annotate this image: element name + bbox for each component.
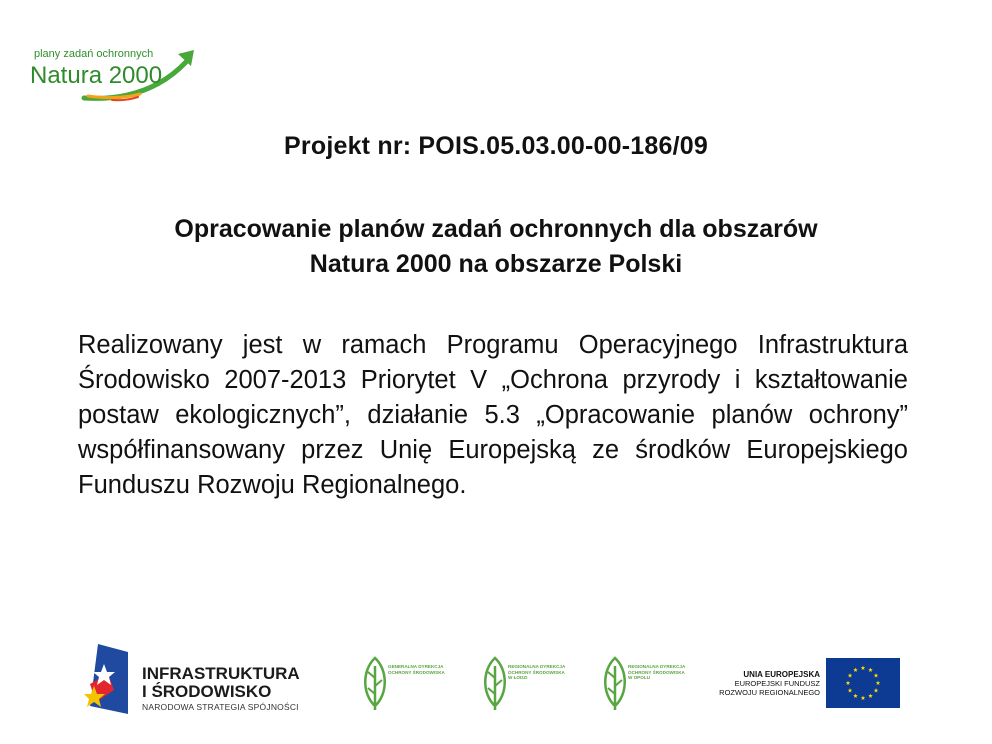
- eu-label-line-3: ROZWOJU REGIONALNEGO: [719, 688, 820, 697]
- gdos-logo: [360, 656, 450, 714]
- natura-logo-tagline: plany zadań ochronnych: [34, 48, 154, 60]
- eu-label-line-1: UNIA EUROPEJSKA: [743, 670, 820, 679]
- project-title-line-2: Natura 2000 na obszarze Polski: [309, 250, 683, 278]
- rdos-lodz-logo: [480, 656, 570, 714]
- project-title: [90, 212, 902, 282]
- rdos-opole-label: REGIONALNA DYREKCJA OCHRONY ŚRODOWISKA W OPOLU: [628, 664, 686, 681]
- natura-logo-wordmark: Natura 2000: [30, 62, 163, 89]
- green-leaf-icon: [360, 656, 390, 712]
- project-title-line-1: Opracowanie planów zadań ochronnych dla obszarów: [174, 215, 818, 243]
- project-number: Projekt nr: POIS.05.03.00-00-186/09: [284, 132, 708, 160]
- rdos-opole-logo: [600, 656, 690, 714]
- eu-fund-label: [716, 670, 820, 697]
- infrastruktura-title: INFRASTRUKTURA: [142, 664, 300, 683]
- footer-logos: [0, 640, 992, 720]
- project-description: Realizowany jest w ramach Programu Operacyjnego Infrastruktura Środowisko 2007-2013 Priorytet V „Ochrona przyrody i kształtowanie postaw ekologicznych”, działanie 5.3 „Opracowanie planów ochrony” współfinansowany przez Unię Europejską ze środków Europejskiego Funduszu Rozwoju Regionalnego.: [78, 331, 908, 499]
- infrastruktura-srodowisko-logo: [84, 644, 304, 714]
- infrastruktura-emblem-icon: [84, 644, 128, 714]
- infrastruktura-subtitle: NARODOWA STRATEGIA SPÓJNOŚCI: [142, 702, 299, 712]
- eu-flag-icon: [826, 658, 900, 708]
- rdos-lodz-label: REGIONALNA DYREKCJA OCHRONY ŚRODOWISKA W ŁODZI: [508, 664, 566, 681]
- eu-label-line-2: EUROPEJSKI FUNDUSZ: [734, 679, 820, 688]
- green-leaf-icon: [480, 656, 510, 712]
- srodowisko-title: I ŚRODOWISKO: [142, 682, 272, 701]
- green-leaf-icon: [600, 656, 630, 712]
- gdos-label: GENERALNA DYREKCJA OCHRONY ŚRODOWISKA: [388, 664, 445, 675]
- natura-2000-logo: [28, 44, 200, 106]
